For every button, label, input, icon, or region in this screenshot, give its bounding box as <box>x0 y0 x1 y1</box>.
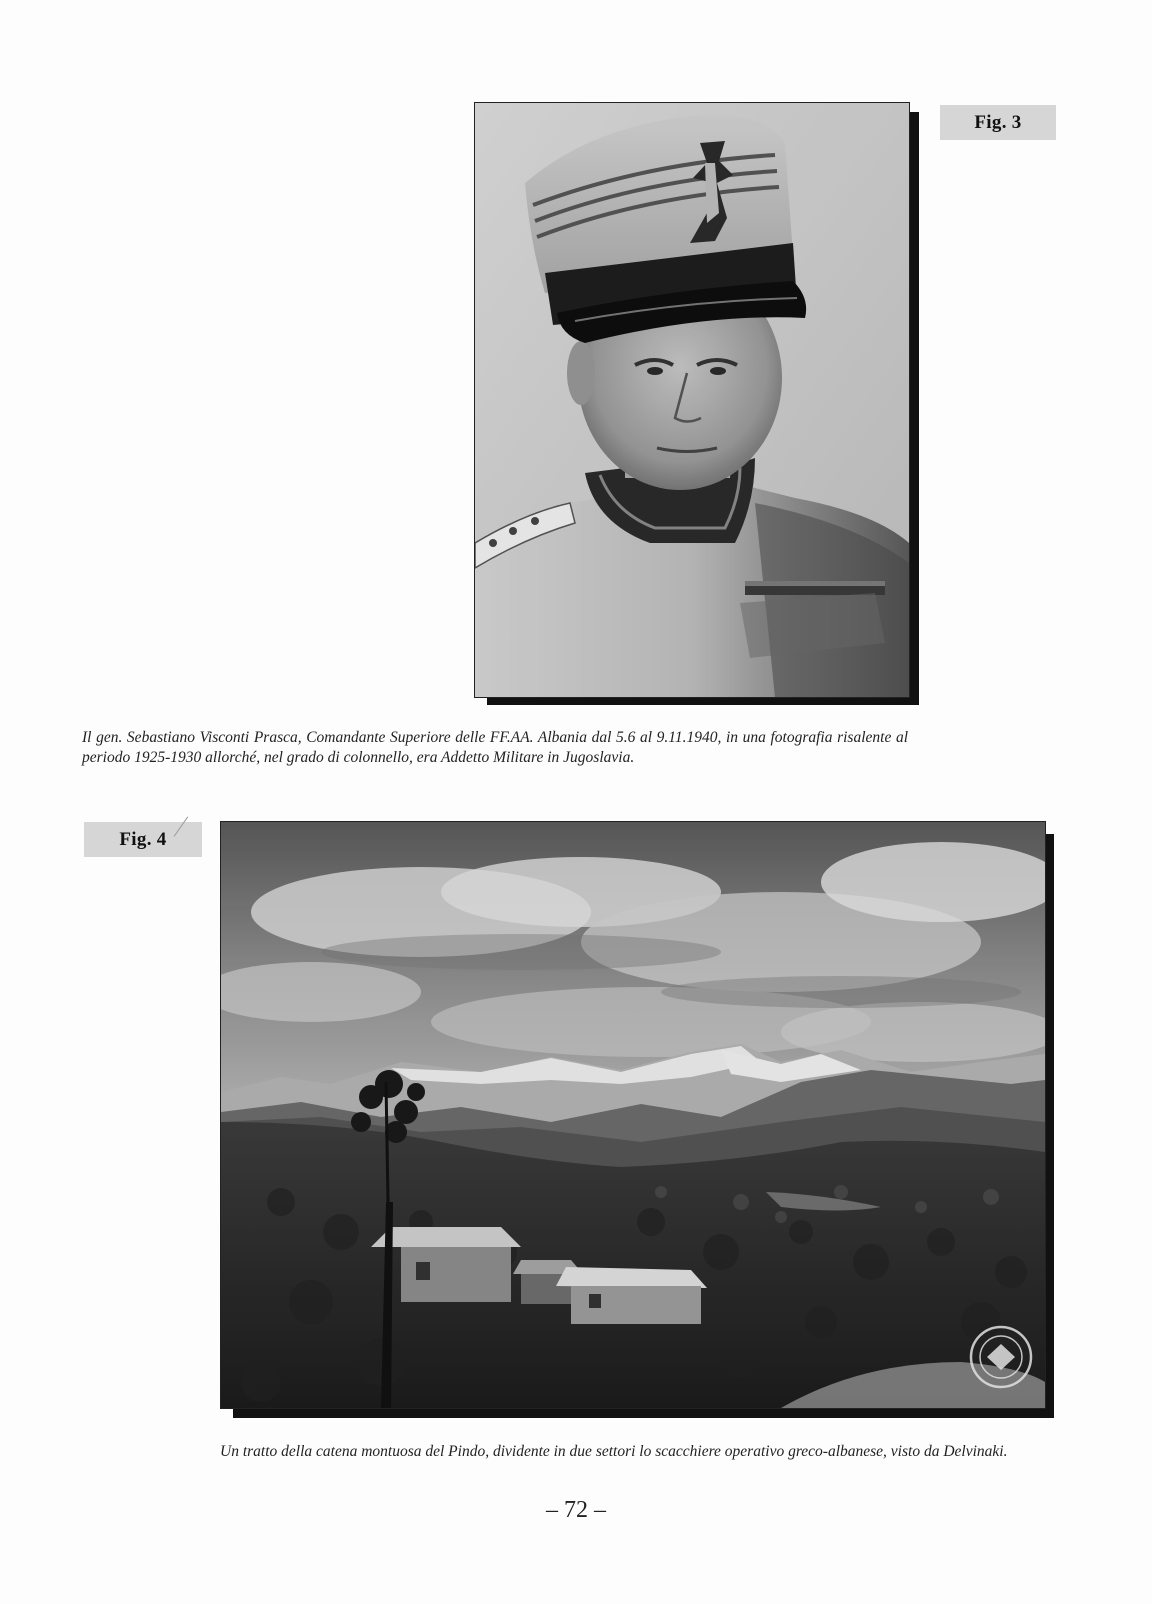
figure-3-photo <box>474 102 910 698</box>
figure-3-caption: Il gen. Sebastiano Visconti Prasca, Comandante Superiore delle FF.AA. Albania dal 5.6 al 9.11.1940, in una fotografia risalente al periodo 1925-1930 allorché, nel grado di colonnello, era Addetto Militare in Jugoslavia. <box>82 729 908 766</box>
figure-4-photo <box>220 821 1046 1409</box>
page-number: – 72 – <box>546 1497 606 1523</box>
figure-4-caption: Un tratto della catena montuosa del Pindo, dividente in due settori lo scacchiere operativo greco-albanese, visto da Delvinaki. <box>220 1443 1008 1460</box>
figure-4-label: Fig. 4 <box>84 822 202 857</box>
figure-3-label: Fig. 3 <box>940 105 1056 140</box>
